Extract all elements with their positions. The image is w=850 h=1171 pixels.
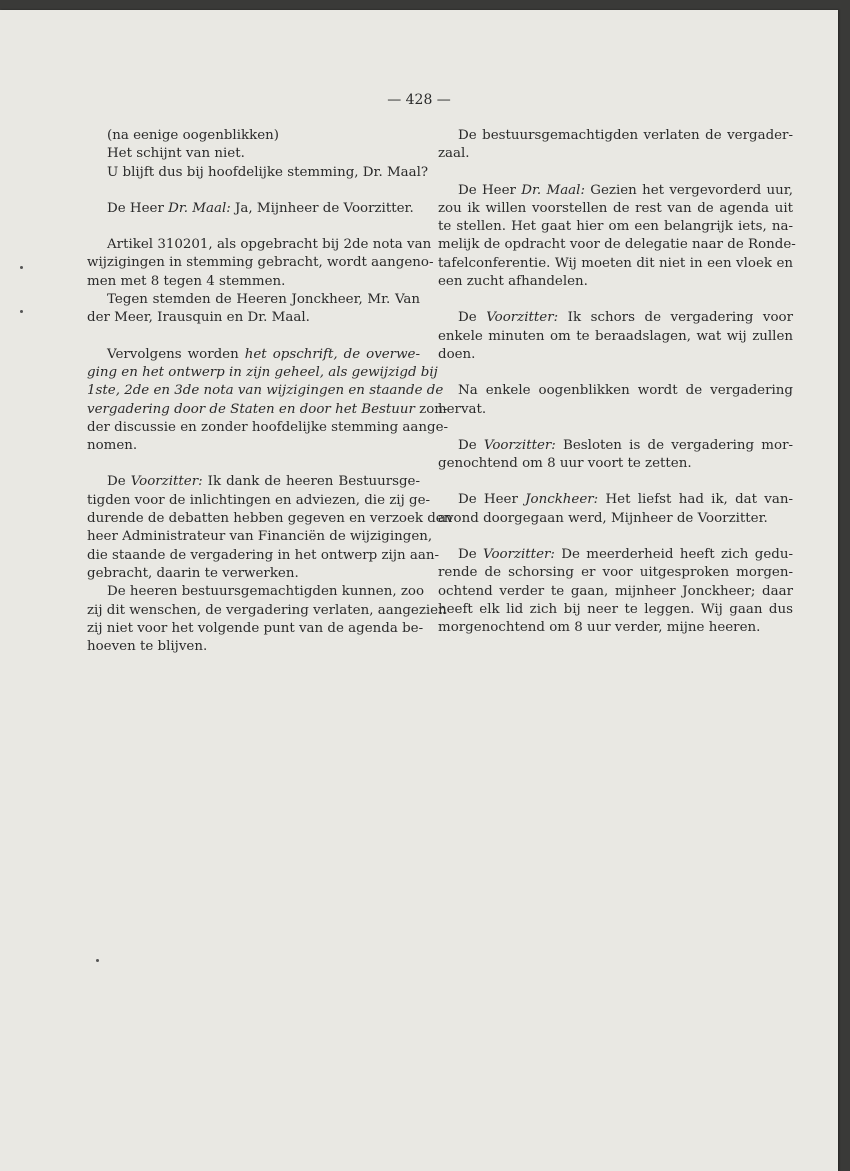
paragraph [438,127,793,164]
text-line [87,602,447,620]
text-segment: De bestuursgemachtigden verlaten de vergader- [458,128,793,143]
text-line [438,564,793,582]
text-line [438,619,793,637]
text-segment: Ja, Mijnheer de Voorzitter. [230,200,414,216]
paragraph [87,236,434,327]
text-segment: zon- [414,401,448,417]
paragraph [438,546,793,637]
paragraph [438,382,793,419]
text-segment: Na enkele oogenblikken wordt de vergadering [458,383,793,399]
text-segment: tigden voor de inlichtingen en adviezen, die zij ge- [87,492,431,508]
text-line [438,401,793,419]
italic-text: Voorzitter: [483,437,556,453]
paragraph [438,309,793,364]
text-segment: ochtend verder te gaan, mijnheer Jonckheer; daar [438,583,793,599]
text-segment: De [107,474,131,490]
text-line [438,200,793,218]
text-segment: avond doorgegaan werd, Mijnheer de Voorzitter. [438,510,768,526]
italic-text: Jonckheer: [525,492,599,508]
text-segment: doen. [438,346,476,362]
text-segment: morgenochtend om 8 uur verder, mijne heeren. [438,620,761,636]
paragraph [87,473,453,656]
italic-text: Voorzitter: [486,310,559,326]
italic-text: 1ste, 2de en 3de nota van wijzigingen en staande de [87,383,444,399]
text-line [87,346,420,364]
paragraph [87,200,420,218]
paragraph [438,491,793,528]
text-segment: Gezien het vergevorderd uur, [584,182,793,198]
text-line [87,401,448,419]
text-line [438,328,793,346]
text-segment: De Heer [458,182,522,198]
paragraph-gap [438,419,793,437]
text-line [87,510,453,528]
text-line [87,200,420,218]
text-segment: zou ik willen voorstellen de rest van de agenda uit [438,200,793,216]
text-line [87,236,432,254]
text-line [87,528,433,546]
text-line [438,510,793,528]
text-line [438,273,793,291]
paragraph-gap [87,455,420,473]
text-line [87,583,425,601]
text-segment: zij niet voor het volgende punt van de agenda be- [87,620,424,636]
text-segment: heeft elk lid zich bij neer te leggen. Wij gaan dus [438,601,793,617]
text-segment: der discussie en zonder hoofdelijke stemming aange- [87,419,449,435]
text-segment: Ik schors de vergadering voor [558,310,793,326]
text-line [87,473,420,491]
italic-text: ging en het ontwerp in zijn geheel, als gewijzigd bij [87,364,438,380]
italic-text: Voorzitter: [130,474,203,490]
text-segment: Artikel 310201, als opgebracht bij 2de nota van [107,237,432,253]
text-line [438,182,793,200]
text-segment: men met 8 tegen 4 stemmen. [87,273,286,289]
text-line [438,218,793,236]
italic-text: vergadering door de Staten en door het Bestuur [87,401,415,417]
text-line [438,346,793,364]
text-segment: (na eenige oogenblikken) [107,128,279,143]
text-segment: Ik dank de heeren Bestuursge- [202,474,420,490]
paper-speck [20,266,23,269]
text-segment: een zucht afhandelen. [438,274,588,290]
text-segment: De heeren bestuursgemachtigden kunnen, zoo [107,584,425,600]
text-segment: heer Administrateur van Financiën de wijzigingen, [87,529,433,545]
text-line [87,638,420,656]
paragraph-gap [438,528,793,546]
text-segment: Besloten is de vergadering mor- [555,437,793,453]
text-line [438,255,793,273]
text-line [87,364,438,382]
text-segment: De Heer [458,492,526,508]
text-segment: der Meer, Irausquin en Dr. Maal. [87,310,310,326]
paragraph-gap [438,364,793,382]
text-segment: De [458,437,484,453]
text-segment: nomen. [87,438,138,454]
text-line [438,236,796,254]
document-page [0,10,838,1171]
text-line [87,164,429,182]
text-segment: De [458,547,483,563]
paragraph-gap [438,291,793,309]
text-line [438,437,793,455]
text-line [438,382,793,400]
text-line [438,309,793,327]
text-segment: De meerderheid heeft zich gedu- [554,547,793,563]
text-segment: wijzigingen in stemming gebracht, wordt aangeno- [87,255,434,271]
italic-text: Dr. Maal: [521,182,585,198]
text-line [87,254,434,272]
text-line [87,492,431,510]
text-segment: genochtend om 8 uur voort te zetten. [438,456,692,472]
text-line [87,291,420,309]
italic-text: Voorzitter: [483,547,555,563]
text-line [87,547,439,565]
text-line [438,583,793,601]
text-line [438,601,793,619]
paragraph-gap [87,218,420,236]
text-line [87,419,449,437]
text-segment: Vervolgens worden [107,346,245,362]
text-segment: zaal. [438,146,470,162]
text-line [438,455,793,473]
text-segment: hoeven te blijven. [87,639,208,655]
italic-text: het opschrift, de overwe- [244,346,420,362]
paragraph [438,182,796,292]
text-line [438,491,793,509]
right-column [438,127,796,638]
text-line [438,145,793,163]
text-segment: Tegen stemden de Heeren Jonckheer, Mr. Van [107,292,420,308]
text-line [87,127,420,145]
text-segment: De [458,310,487,326]
text-line [87,309,420,327]
text-line [87,145,420,163]
paragraph-gap [438,164,793,182]
text-line [87,620,424,638]
paragraph [87,127,429,182]
paragraph [438,437,793,474]
text-segment: Het schijnt van niet. [107,146,245,162]
paragraph-gap [87,328,420,346]
paragraph-gap [438,473,793,491]
text-segment: zij dit wenschen, de vergadering verlaten, aangezien [87,602,447,618]
paragraph-gap [87,182,420,200]
text-segment: durende de debatten hebben gegeven en verzoek den [87,511,453,527]
text-segment: enkele minuten om te beraadslagen, wat wij zullen [438,328,793,344]
text-line [438,546,793,564]
text-line [438,127,793,145]
text-segment: rende de schorsing er voor uitgesproken morgen- [438,565,793,581]
page-number: — 428 — [387,92,451,108]
text-segment: De Heer [107,200,169,216]
text-segment: Het liefst had ik, dat van- [598,492,793,508]
text-line [87,565,420,583]
text-segment: gebracht, daarin te verwerken. [87,565,299,581]
text-line [87,437,420,455]
text-line [87,273,420,291]
text-segment: te stellen. Het gaat hier om een belangrijk iets, na- [438,219,793,235]
paper-speck [20,310,23,313]
left-column [87,127,453,656]
text-segment: tafelconferentie. Wij moeten dit niet in een vloek en [438,255,793,271]
text-line [87,382,444,400]
text-segment: hervat. [438,401,487,417]
text-segment: melijk de opdracht voor de delegatie naar de Ronde- [438,237,796,253]
italic-text: Dr. Maal: [168,200,231,216]
text-segment: U blijft dus bij hoofdelijke stemming, Dr. Maal? [107,164,429,180]
paragraph [87,346,449,456]
text-segment: die staande de vergadering in het ontwerp zijn aan- [87,547,439,563]
paper-speck [96,959,99,962]
